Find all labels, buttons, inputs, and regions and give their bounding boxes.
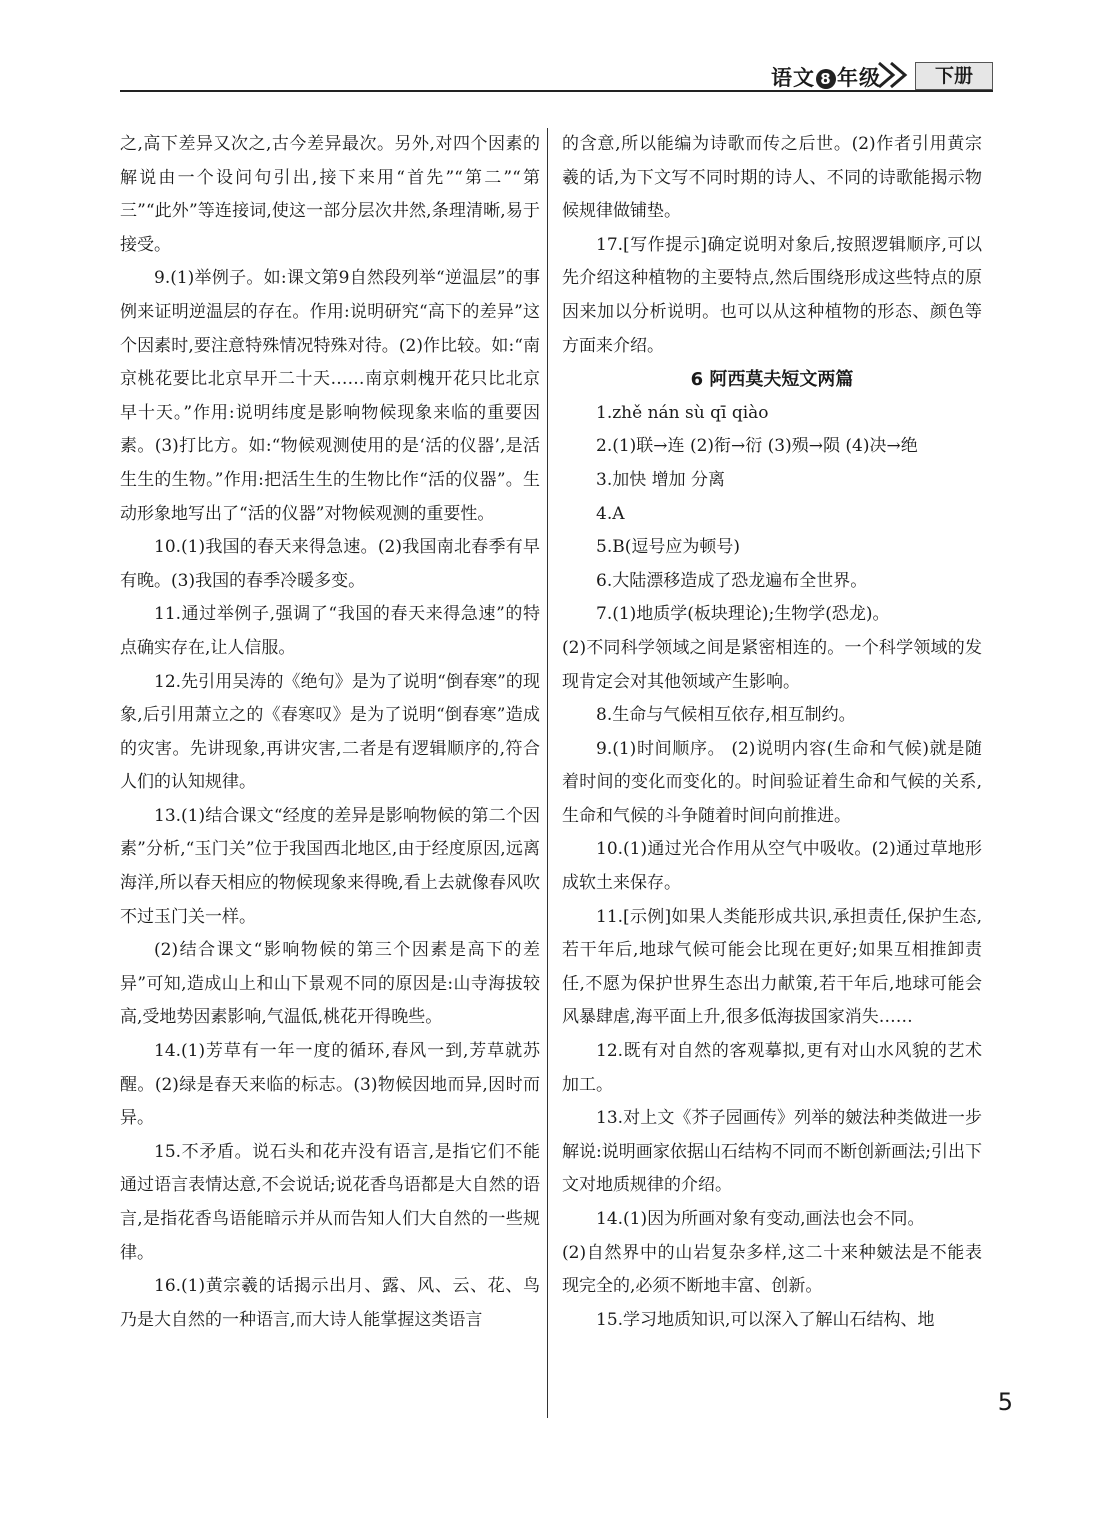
grade-badge: 8	[816, 69, 836, 89]
right-column	[562, 128, 982, 1337]
answer-paragraph: 7.(1)地质学(板块理论);生物学(恐龙)。	[596, 604, 890, 625]
answer-paragraph: 13.(1)结合课文“经度的差异是影响物候的第二个因素”分析,“玉门关”位于我国西北地区,由于经度原因,远离海洋,所以春天相应的物候现象来得晚,看上去就像春风吹不过玉门关一样。	[120, 805, 540, 927]
answer-paragraph: 2.(1)联→连 (2)衔→衍 (3)殒→陨 (4)决→绝	[596, 436, 918, 457]
section-title: 6 阿西莫夫短文两篇	[690, 369, 854, 391]
answer-paragraph: 11.[示例]如果人类能形成共识,承担责任,保护生态,若干年后,地球气候可能会比现在更好;如果互相推卸责任,不愿为保护世界生态出力献策,若干年后,地球可能会风暴肆虐,海平面上升,很多低海拔国家消失……	[562, 906, 982, 1028]
answer-paragraph: 12.既有对自然的客观摹拟,更有对山水风貌的艺术加工。	[562, 1041, 982, 1095]
answer-paragraph: 15.学习地质知识,可以深入了解山石结构、地	[596, 1309, 935, 1330]
answer-paragraph: 3.加快 增加 分离	[596, 469, 726, 490]
answer-paragraph: 10.(1)我国的春天来得急速。(2)我国南北春季有早有晚。(3)我国的春季冷暖多变。	[120, 537, 540, 591]
answer-paragraph: (2)不同科学领域之间是紧密相连的。一个科学领域的发现肯定会对其他领域产生影响。	[562, 637, 982, 692]
answer-paragraph: 12.先引用吴涛的《绝句》是为了说明“倒春寒”的现象,后引用萧立之的《春寒叹》是为了说明“倒春寒”造成的灾害。先讲现象,再讲灾害,二者是有逻辑顺序的,符合人们的认知规律。	[120, 671, 540, 793]
double-chevron-icon	[875, 60, 913, 90]
answer-paragraph: 5.B(逗号应为顿号)	[596, 537, 740, 558]
header-subject: 语文 8 年级	[771, 66, 881, 90]
answer-paragraph: 9.(1)举例子。如:课文第9自然段列举“逆温层”的事例来证明逆温层的存在。作用:说明研究“高下的差异”这个因素时,要注意特殊情况特殊对待。(2)作比较。如:“南京桃花要比北京早开二十天……南京刺槐开花只比北京早十天。”作用:说明纬度是影响物候现象来临的重要因素。(3)打比方。如:“物候观测使用的是‘活的仪器’,是活生生的生物。”作用:把活生生的生物比作“活的仪器”。生动形象地写出了“活的仪器”对物候观测的重要性。	[120, 268, 540, 524]
column-divider	[547, 128, 548, 1418]
left-column	[120, 128, 540, 1337]
answer-paragraph: (2)结合课文“影响物候的第三个因素是高下的差异”可知,造成山上和山下景观不同的原因是:山寺海拔较高,受地势因素影响,气温低,桃花开得晚些。	[120, 940, 540, 1028]
answer-paragraph: 14.(1)芳草有一年一度的循环,春风一到,芳草就苏醒。(2)绿是春天来临的标志。(3)物候因地而异,因时而异。	[120, 1041, 540, 1129]
page-header	[120, 58, 993, 92]
answer-paragraph: 1.zhě nán sù qī qiào	[596, 402, 769, 423]
answer-paragraph: 的含意,所以能编为诗歌而传之后世。(2)作者引用黄宗羲的话,为下文写不同时期的诗人、不同的诗歌能揭示物候规律做铺垫。	[562, 134, 982, 222]
answer-paragraph: 6.大陆漂移造成了恐龙遍布全世界。	[596, 570, 868, 591]
answer-paragraph: 17.[写作提示]确定说明对象后,按照逻辑顺序,可以先介绍这种植物的主要特点,然后围绕形成这些特点的原因来加以分析说明。也可以从这种植物的形态、颜色等方面来介绍。	[562, 234, 982, 356]
answer-paragraph: 15.不矛盾。说石头和花卉没有语言,是指它们不能通过语言表情达意,不会说话;说花香鸟语都是大自然的语言,是指花香鸟语能暗示并从而告知人们大自然的一些规律。	[120, 1141, 540, 1263]
answer-paragraph: 13.对上文《芥子园画传》列举的皴法种类做进一步解说:说明画家依据山石结构不同而不断创新画法;引出下文对地质规律的介绍。	[562, 1108, 982, 1196]
answer-paragraph: 11.通过举例子,强调了“我国的春天来得急速”的特点确实存在,让人信服。	[120, 604, 540, 658]
answer-paragraph: 4.A	[596, 503, 625, 524]
answer-paragraph: 之,高下差异又次之,古今差异最次。另外,对四个因素的解说由一个设问句引出,接下来用“首先”“第二”“第三”“此外”等连接词,使这一部分层次井然,条理清晰,易于接受。	[120, 134, 540, 255]
page-number: 5	[997, 1388, 1013, 1416]
answer-paragraph: 14.(1)因为所画对象有变动,画法也会不同。	[596, 1209, 925, 1229]
header-rule	[120, 90, 993, 92]
answer-paragraph: (2)自然界中的山岩复杂多样,这二十来种皴法是不能表现完全的,必须不断地丰富、创新。	[562, 1242, 982, 1297]
answer-paragraph: 9.(1)时间顺序。 (2)说明内容(生命和气候)就是随着时间的变化而变化的。时间验证着生命和气候的关系,生命和气候的斗争随着时间向前推进。	[562, 738, 982, 826]
volume-label: 下册	[915, 62, 993, 90]
answer-paragraph: 10.(1)通过光合作用从空气中吸收。(2)通过草地形成软土来保存。	[562, 839, 982, 894]
answer-paragraph: 16.(1)黄宗羲的话揭示出月、露、风、云、花、鸟乃是大自然的一种语言,而大诗人能掌握这类语言	[120, 1276, 540, 1330]
answer-paragraph: 8.生命与气候相互依存,相互制约。	[596, 705, 856, 726]
